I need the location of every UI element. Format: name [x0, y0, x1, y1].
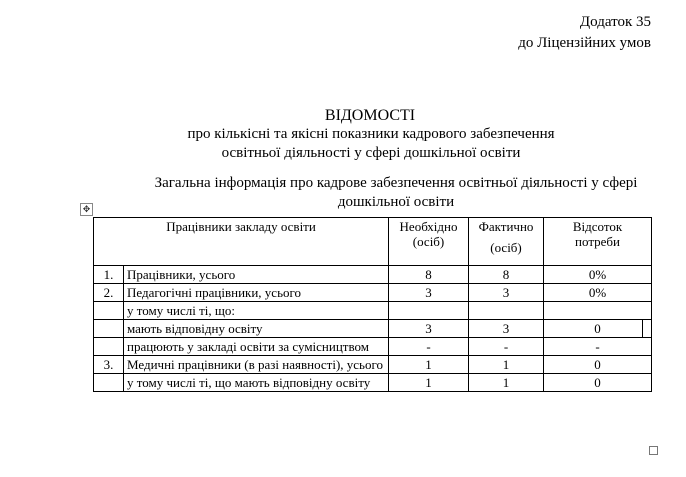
- row-actual[interactable]: [469, 302, 544, 320]
- annex-reference: [518, 12, 651, 54]
- row-required[interactable]: -: [389, 338, 469, 356]
- document-title: ВІДОМОСТІ: [324, 107, 416, 124]
- row-percent[interactable]: 0%: [544, 266, 652, 284]
- row-required[interactable]: 1: [389, 374, 469, 392]
- header-percent-label: Відсоток: [572, 219, 623, 234]
- table-row: [94, 266, 652, 284]
- table-row: [94, 284, 652, 302]
- annex-number: Додаток 35: [579, 14, 651, 30]
- row-label[interactable]: працюють у закладі освіти за сумісництвом: [124, 338, 389, 356]
- table-row: [94, 302, 652, 320]
- row-required[interactable]: 3: [389, 320, 469, 338]
- row-percent[interactable]: -: [544, 338, 652, 356]
- row-percent[interactable]: 0: [544, 374, 652, 392]
- row-actual[interactable]: 8: [469, 266, 544, 284]
- row-actual[interactable]: 1: [469, 356, 544, 374]
- header-percent[interactable]: [544, 218, 652, 266]
- subtitle-line-2: освітньої діяльності у сфері дошкільної освіти: [221, 145, 521, 161]
- row-actual[interactable]: 1: [469, 374, 544, 392]
- row-required[interactable]: 3: [389, 284, 469, 302]
- text-cursor: [642, 320, 643, 337]
- row-label[interactable]: мають відповідну освіту: [124, 320, 389, 338]
- general-info-line-1: Загальна інформація про кадрове забезпечення освітньої діяльності у сфері: [154, 175, 638, 191]
- row-label[interactable]: у тому числі ті, що мають відповідну освіту: [124, 374, 389, 392]
- row-percent[interactable]: 0: [544, 356, 652, 374]
- row-number[interactable]: 2.: [94, 284, 124, 302]
- row-required[interactable]: 1: [389, 356, 469, 374]
- general-info-heading: [136, 174, 656, 212]
- row-number[interactable]: [94, 374, 124, 392]
- table-row: [94, 338, 652, 356]
- row-number[interactable]: [94, 338, 124, 356]
- header-actual-label: Фактично: [478, 219, 534, 234]
- row-label[interactable]: у тому числі ті, що:: [124, 302, 389, 320]
- subtitle-line-1: про кількісні та якісні показники кадрового забезпечення: [187, 126, 555, 142]
- table-row: [94, 320, 652, 338]
- document-subtitle: [0, 125, 686, 163]
- header-required[interactable]: [389, 218, 469, 266]
- annex-regulation: до Ліцензійних умов: [518, 35, 651, 51]
- row-number[interactable]: 3.: [94, 356, 124, 374]
- table-header-row: [94, 218, 652, 266]
- row-actual[interactable]: 3: [469, 284, 544, 302]
- row-number[interactable]: [94, 320, 124, 338]
- row-percent[interactable]: [544, 320, 652, 338]
- row-label[interactable]: Педагогічні працівники, усього: [124, 284, 389, 302]
- header-required-label: Необхідно: [399, 219, 458, 234]
- row-percent-value: 0: [594, 321, 601, 336]
- row-label[interactable]: Медичні працівники (в разі наявності), усього: [124, 356, 389, 374]
- staffing-table: [93, 217, 652, 392]
- row-number[interactable]: 1.: [94, 266, 124, 284]
- row-percent[interactable]: [544, 302, 652, 320]
- table-row: [94, 356, 652, 374]
- row-label[interactable]: Працівники, усього: [124, 266, 389, 284]
- row-required[interactable]: [389, 302, 469, 320]
- header-required-unit: (осіб): [412, 234, 445, 249]
- row-required[interactable]: 8: [389, 266, 469, 284]
- row-actual[interactable]: 3: [469, 320, 544, 338]
- row-number[interactable]: [94, 302, 124, 320]
- header-actual-unit: (осіб): [490, 240, 522, 255]
- table-resize-handle[interactable]: [649, 446, 658, 455]
- general-info-line-2: дошкільної освіти: [337, 194, 455, 210]
- header-workers[interactable]: Працівники закладу освіти: [94, 218, 389, 266]
- row-percent[interactable]: 0%: [544, 284, 652, 302]
- header-actual[interactable]: [469, 218, 544, 266]
- table-row: [94, 374, 652, 392]
- header-percent-sub: потреби: [575, 234, 620, 249]
- table-move-handle-icon[interactable]: ✥: [80, 203, 93, 216]
- row-actual[interactable]: -: [469, 338, 544, 356]
